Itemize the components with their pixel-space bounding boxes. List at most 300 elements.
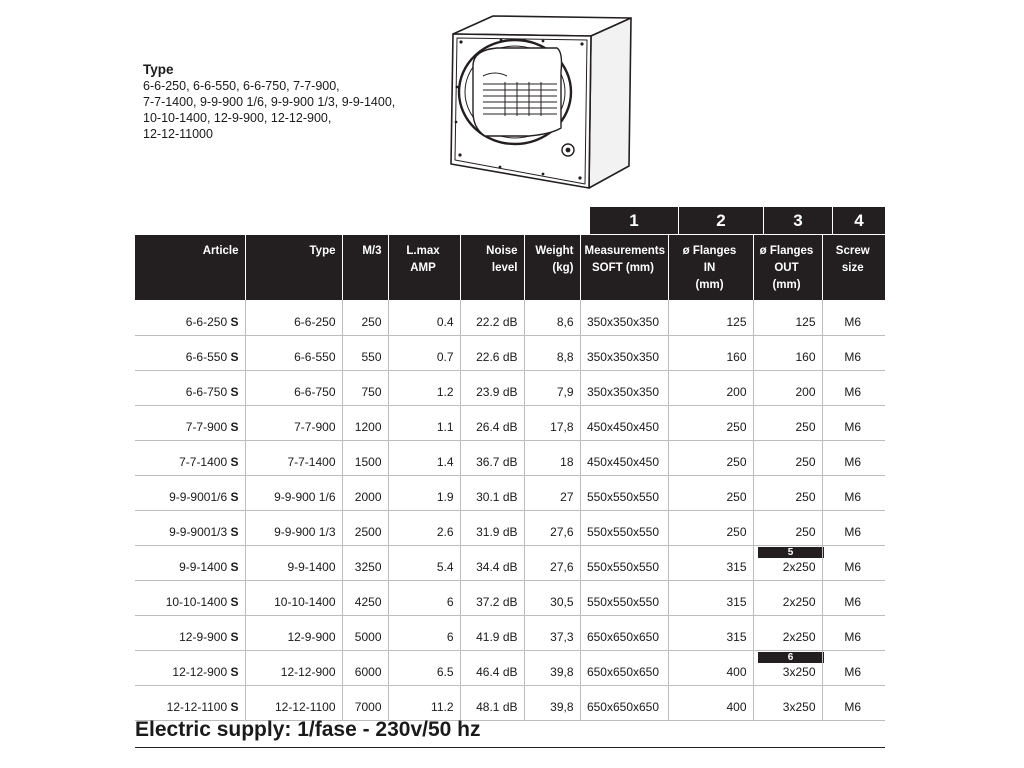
type-cell bbox=[245, 335, 342, 370]
footer-divider bbox=[135, 747, 885, 748]
article-suffix: S bbox=[230, 559, 239, 574]
type-cell-value: 9-9-900 1/6 bbox=[274, 489, 336, 504]
type-cell bbox=[245, 405, 342, 440]
m3-cell bbox=[342, 545, 388, 580]
type-cell-value: 12-12-1100 bbox=[275, 699, 336, 714]
article-cell bbox=[135, 475, 245, 510]
weight-cell bbox=[524, 405, 580, 440]
amp-cell bbox=[388, 440, 460, 475]
article-cell-value: 6-6-750 bbox=[185, 384, 228, 399]
flange-in-cell-value: 250 bbox=[726, 419, 747, 434]
flange-in-cell bbox=[668, 615, 753, 650]
screw-cell bbox=[822, 335, 885, 370]
screw-cell-value: M6 bbox=[844, 524, 862, 539]
flange-in-cell-value: 250 bbox=[726, 524, 747, 539]
article-suffix: S bbox=[230, 629, 239, 644]
specification-table bbox=[135, 235, 885, 721]
column-header-line: (mm) bbox=[695, 279, 724, 291]
type-cell-value: 6-6-750 bbox=[294, 384, 336, 399]
article-cell-value: 9-9-1400 bbox=[179, 559, 228, 574]
weight-cell-value: 27 bbox=[560, 489, 574, 504]
weight-cell bbox=[524, 580, 580, 615]
article-suffix: S bbox=[230, 524, 239, 539]
flange-in-cell bbox=[668, 685, 753, 720]
column-header bbox=[822, 235, 885, 300]
m3-cell bbox=[342, 440, 388, 475]
table-row bbox=[135, 475, 885, 510]
m3-cell-value: 1500 bbox=[354, 454, 382, 469]
article-cell bbox=[135, 300, 245, 335]
m3-cell bbox=[342, 580, 388, 615]
noise-cell bbox=[460, 335, 524, 370]
m3-cell-value: 6000 bbox=[354, 664, 382, 679]
type-cell bbox=[245, 475, 342, 510]
article-cell bbox=[135, 685, 245, 720]
flange-in-cell-value: 315 bbox=[726, 629, 747, 644]
type-cell bbox=[245, 370, 342, 405]
article-cell-value: 12-9-900 bbox=[179, 629, 228, 644]
noise-cell bbox=[460, 510, 524, 545]
noise-cell-value: 26.4 dB bbox=[476, 419, 518, 434]
article-suffix: S bbox=[230, 349, 239, 364]
column-number: 1 bbox=[590, 207, 678, 234]
table-body bbox=[135, 300, 885, 720]
table-header-row bbox=[135, 235, 885, 300]
noise-cell-value: 23.9 dB bbox=[476, 384, 518, 399]
article-cell-value: 10-10-1400 bbox=[165, 594, 228, 609]
weight-cell-value: 27,6 bbox=[550, 524, 574, 539]
article-suffix: S bbox=[230, 314, 239, 329]
flange-in-cell-value: 315 bbox=[726, 594, 747, 609]
table-row bbox=[135, 510, 885, 545]
noise-cell bbox=[460, 475, 524, 510]
type-cell-value: 9-9-900 1/3 bbox=[274, 524, 336, 539]
screw-cell-value: M6 bbox=[844, 629, 862, 644]
weight-cell bbox=[524, 475, 580, 510]
m3-cell-value: 750 bbox=[361, 384, 382, 399]
flange-out-cell-value: 250 bbox=[795, 524, 816, 539]
article-cell-value: 9-9-9001/3 bbox=[169, 524, 228, 539]
amp-cell-value: 1.2 bbox=[436, 384, 454, 399]
column-header bbox=[245, 235, 342, 300]
type-list-block bbox=[143, 62, 443, 142]
type-cell-value: 12-12-900 bbox=[280, 664, 336, 679]
screw-cell-value: M6 bbox=[844, 384, 862, 399]
noise-cell-value: 31.9 dB bbox=[476, 524, 518, 539]
table-row bbox=[135, 335, 885, 370]
flange-in-cell bbox=[668, 580, 753, 615]
column-number: 4 bbox=[833, 207, 885, 234]
m3-cell bbox=[342, 615, 388, 650]
flange-out-cell-value: 250 bbox=[795, 489, 816, 504]
article-suffix: S bbox=[230, 384, 239, 399]
column-header-line: (kg) bbox=[552, 262, 574, 274]
amp-cell-value: 1.4 bbox=[436, 454, 454, 469]
m3-cell bbox=[342, 300, 388, 335]
flange-in-cell-value: 400 bbox=[726, 699, 747, 714]
amp-cell-value: 6.5 bbox=[436, 664, 454, 679]
column-header-line: Noise bbox=[486, 245, 518, 257]
screw-cell bbox=[822, 370, 885, 405]
weight-cell bbox=[524, 300, 580, 335]
column-header bbox=[342, 235, 388, 300]
weight-cell-value: 8,6 bbox=[556, 314, 574, 329]
type-cell-value: 12-9-900 bbox=[287, 629, 336, 644]
noise-cell bbox=[460, 545, 524, 580]
article-cell-value: 12-12-900 bbox=[172, 664, 228, 679]
type-cell bbox=[245, 580, 342, 615]
measurement-cell bbox=[580, 615, 668, 650]
column-header-line: Type bbox=[309, 245, 336, 257]
column-header-line: M/3 bbox=[362, 245, 382, 257]
flange-out-cell bbox=[753, 405, 822, 440]
flange-in-cell-value: 125 bbox=[726, 314, 747, 329]
screw-cell-value: M6 bbox=[844, 489, 862, 504]
column-header-line: IN bbox=[703, 262, 716, 274]
measurement-cell-value: 550x550x550 bbox=[586, 489, 660, 504]
noise-cell-value: 41.9 dB bbox=[476, 629, 518, 644]
flange-in-cell bbox=[668, 545, 753, 580]
article-cell-value: 6-6-250 bbox=[185, 314, 228, 329]
flange-in-cell-value: 400 bbox=[726, 664, 747, 679]
noise-cell-value: 22.2 dB bbox=[476, 314, 518, 329]
note-badge: 6 bbox=[758, 652, 824, 663]
noise-cell-value: 22.6 dB bbox=[476, 349, 518, 364]
amp-cell bbox=[388, 615, 460, 650]
type-line: 6-6-250, 6-6-550, 6-6-750, 7-7-900, bbox=[143, 79, 340, 93]
noise-cell-value: 36.7 dB bbox=[476, 454, 518, 469]
column-number-header bbox=[590, 207, 885, 234]
screw-cell bbox=[822, 405, 885, 440]
measurement-cell bbox=[580, 440, 668, 475]
m3-cell bbox=[342, 335, 388, 370]
screw-cell-value: M6 bbox=[844, 349, 862, 364]
table-row bbox=[135, 650, 885, 685]
flange-out-cell-value: 200 bbox=[795, 384, 816, 399]
measurement-cell-value: 350x350x350 bbox=[586, 384, 660, 399]
note-badge: 5 bbox=[758, 547, 824, 558]
flange-in-cell-value: 200 bbox=[726, 384, 747, 399]
table-row bbox=[135, 440, 885, 475]
column-header bbox=[668, 235, 753, 300]
column-header-line: Weight bbox=[535, 245, 574, 257]
flange-out-cell-value: 2x250 bbox=[782, 594, 816, 609]
column-header-line: Article bbox=[202, 245, 239, 257]
measurement-cell bbox=[580, 650, 668, 685]
measurement-cell-value: 350x350x350 bbox=[586, 349, 660, 364]
column-header-line: SOFT (mm) bbox=[592, 262, 654, 274]
column-header-line: size bbox=[841, 262, 864, 274]
m3-cell bbox=[342, 475, 388, 510]
weight-cell bbox=[524, 335, 580, 370]
measurement-cell bbox=[580, 335, 668, 370]
screw-cell bbox=[822, 510, 885, 545]
article-suffix: S bbox=[230, 699, 239, 714]
column-header-line: ø Flanges bbox=[682, 245, 737, 257]
column-header-line: AMP bbox=[410, 262, 436, 274]
m3-cell-value: 3250 bbox=[354, 559, 382, 574]
column-header-line: L.max bbox=[406, 245, 440, 257]
type-line: 7-7-1400, 9-9-900 1/6, 9-9-900 1/3, 9-9-1400, bbox=[143, 95, 396, 109]
noise-cell bbox=[460, 300, 524, 335]
column-header-line: Screw bbox=[835, 245, 870, 257]
noise-cell-value: 46.4 dB bbox=[476, 664, 518, 679]
amp-cell-value: 0.4 bbox=[436, 314, 454, 329]
article-cell bbox=[135, 580, 245, 615]
flange-in-cell-value: 315 bbox=[726, 559, 747, 574]
table-row bbox=[135, 685, 885, 720]
column-number: 2 bbox=[679, 207, 763, 234]
column-header bbox=[524, 235, 580, 300]
amp-cell-value: 11.2 bbox=[431, 699, 454, 714]
amp-cell bbox=[388, 335, 460, 370]
column-header-line: Measurements bbox=[584, 245, 666, 257]
measurement-cell bbox=[580, 405, 668, 440]
amp-cell bbox=[388, 545, 460, 580]
screw-cell-value: M6 bbox=[844, 699, 862, 714]
table-row bbox=[135, 615, 885, 650]
screw-cell bbox=[822, 440, 885, 475]
screw-cell bbox=[822, 650, 885, 685]
weight-cell bbox=[524, 440, 580, 475]
article-suffix: S bbox=[230, 664, 239, 679]
article-cell bbox=[135, 370, 245, 405]
screw-cell bbox=[822, 475, 885, 510]
flange-in-cell bbox=[668, 335, 753, 370]
article-cell-value: 7-7-1400 bbox=[179, 454, 228, 469]
noise-cell bbox=[460, 580, 524, 615]
column-header bbox=[135, 235, 245, 300]
column-header bbox=[388, 235, 460, 300]
type-cell bbox=[245, 545, 342, 580]
amp-cell bbox=[388, 580, 460, 615]
article-cell-value: 9-9-9001/6 bbox=[169, 489, 228, 504]
flange-out-cell bbox=[753, 300, 822, 335]
flange-out-cell-value: 250 bbox=[795, 419, 816, 434]
flange-out-cell-value: 125 bbox=[795, 314, 816, 329]
amp-cell-value: 6 bbox=[446, 594, 454, 609]
measurement-cell bbox=[580, 475, 668, 510]
type-cell-value: 6-6-550 bbox=[294, 349, 336, 364]
flange-in-cell-value: 160 bbox=[726, 349, 747, 364]
flange-out-cell bbox=[753, 685, 822, 720]
flange-out-cell-value: 160 bbox=[795, 349, 816, 364]
weight-cell-value: 39,8 bbox=[550, 664, 574, 679]
flange-out-cell-value: 2x250 bbox=[782, 629, 816, 644]
amp-cell bbox=[388, 475, 460, 510]
article-cell bbox=[135, 650, 245, 685]
screw-cell-value: M6 bbox=[844, 314, 862, 329]
amp-cell bbox=[388, 370, 460, 405]
type-cell-value: 9-9-1400 bbox=[287, 559, 336, 574]
noise-cell bbox=[460, 370, 524, 405]
measurement-cell-value: 550x550x550 bbox=[586, 524, 660, 539]
type-line: 12-12-11000 bbox=[143, 127, 213, 141]
weight-cell bbox=[524, 615, 580, 650]
electric-supply-note: Electric supply: 1/fase - 230v/50 hz bbox=[135, 718, 481, 741]
m3-cell-value: 250 bbox=[361, 314, 382, 329]
column-header-line: OUT bbox=[774, 262, 799, 274]
table-row bbox=[135, 580, 885, 615]
screw-cell bbox=[822, 545, 885, 580]
amp-cell-value: 1.1 bbox=[436, 419, 454, 434]
type-title: Type bbox=[143, 62, 174, 77]
weight-cell bbox=[524, 650, 580, 685]
screw-cell bbox=[822, 300, 885, 335]
m3-cell-value: 2000 bbox=[354, 489, 382, 504]
weight-cell-value: 7,9 bbox=[556, 384, 574, 399]
measurement-cell-value: 550x550x550 bbox=[586, 559, 660, 574]
amp-cell bbox=[388, 405, 460, 440]
fan-box-icon bbox=[445, 12, 635, 194]
type-cell-value: 7-7-900 bbox=[294, 419, 336, 434]
amp-cell bbox=[388, 650, 460, 685]
noise-cell bbox=[460, 615, 524, 650]
m3-cell bbox=[342, 405, 388, 440]
measurement-cell bbox=[580, 300, 668, 335]
article-cell bbox=[135, 405, 245, 440]
m3-cell-value: 4250 bbox=[354, 594, 382, 609]
article-cell bbox=[135, 615, 245, 650]
measurement-cell bbox=[580, 370, 668, 405]
measurement-cell-value: 450x450x450 bbox=[586, 419, 660, 434]
measurement-cell-value: 350x350x350 bbox=[586, 314, 660, 329]
type-cell-value: 7-7-1400 bbox=[287, 454, 336, 469]
amp-cell-value: 2.6 bbox=[436, 524, 454, 539]
noise-cell-value: 48.1 dB bbox=[476, 699, 518, 714]
noise-cell-value: 37.2 dB bbox=[476, 594, 518, 609]
table-row bbox=[135, 300, 885, 335]
amp-cell-value: 1.9 bbox=[436, 489, 454, 504]
weight-cell-value: 18 bbox=[560, 454, 574, 469]
m3-cell bbox=[342, 650, 388, 685]
noise-cell bbox=[460, 405, 524, 440]
weight-cell-value: 17,8 bbox=[550, 419, 574, 434]
measurement-cell bbox=[580, 545, 668, 580]
flange-in-cell bbox=[668, 475, 753, 510]
flange-in-cell bbox=[668, 405, 753, 440]
screw-cell bbox=[822, 615, 885, 650]
weight-cell-value: 37,3 bbox=[550, 629, 574, 644]
article-cell bbox=[135, 545, 245, 580]
m3-cell bbox=[342, 510, 388, 545]
measurement-cell-value: 550x550x550 bbox=[586, 594, 660, 609]
screw-cell-value: M6 bbox=[844, 594, 862, 609]
column-header-line: ø Flanges bbox=[759, 245, 814, 257]
table-row bbox=[135, 370, 885, 405]
column-header bbox=[460, 235, 524, 300]
measurement-cell bbox=[580, 580, 668, 615]
measurement-cell-value: 650x650x650 bbox=[586, 629, 660, 644]
table-row bbox=[135, 545, 885, 580]
weight-cell bbox=[524, 510, 580, 545]
m3-cell bbox=[342, 370, 388, 405]
table-row bbox=[135, 405, 885, 440]
screw-cell-value: M6 bbox=[844, 664, 862, 679]
flange-out-cell bbox=[753, 510, 822, 545]
measurement-cell bbox=[580, 685, 668, 720]
weight-cell bbox=[524, 545, 580, 580]
amp-cell bbox=[388, 300, 460, 335]
article-cell-value: 12-12-1100 bbox=[166, 699, 228, 714]
column-header-line: (mm) bbox=[772, 279, 801, 291]
flange-out-cell bbox=[753, 580, 822, 615]
article-cell bbox=[135, 335, 245, 370]
amp-cell bbox=[388, 685, 460, 720]
type-cell bbox=[245, 685, 342, 720]
article-cell-value: 7-7-900 bbox=[185, 419, 228, 434]
flange-out-cell-value: 250 bbox=[795, 454, 816, 469]
column-header-line: level bbox=[491, 262, 518, 274]
screw-cell-value: M6 bbox=[844, 419, 862, 434]
flange-in-cell bbox=[668, 370, 753, 405]
type-cell-value: 10-10-1400 bbox=[274, 594, 336, 609]
type-list bbox=[143, 78, 443, 142]
flange-in-cell-value: 250 bbox=[726, 454, 747, 469]
column-header bbox=[753, 235, 822, 300]
amp-cell bbox=[388, 510, 460, 545]
noise-cell-value: 34.4 dB bbox=[476, 559, 518, 574]
noise-cell-value: 30.1 dB bbox=[476, 489, 518, 504]
screw-cell-value: M6 bbox=[844, 559, 862, 574]
m3-cell-value: 5000 bbox=[354, 629, 382, 644]
screw-cell bbox=[822, 685, 885, 720]
noise-cell bbox=[460, 650, 524, 685]
measurement-cell bbox=[580, 510, 668, 545]
flange-out-cell bbox=[753, 440, 822, 475]
measurement-cell-value: 650x650x650 bbox=[586, 699, 660, 714]
column-number: 3 bbox=[764, 207, 832, 234]
flange-in-cell bbox=[668, 440, 753, 475]
flange-out-cell bbox=[753, 370, 822, 405]
article-suffix: S bbox=[230, 419, 239, 434]
weight-cell-value: 8,8 bbox=[556, 349, 574, 364]
type-cell bbox=[245, 650, 342, 685]
amp-cell-value: 0.7 bbox=[436, 349, 454, 364]
article-cell bbox=[135, 510, 245, 545]
flange-out-cell bbox=[753, 545, 822, 580]
article-cell bbox=[135, 440, 245, 475]
measurement-cell-value: 650x650x650 bbox=[586, 664, 660, 679]
article-cell-value: 6-6-550 bbox=[185, 349, 228, 364]
flange-out-cell bbox=[753, 475, 822, 510]
weight-cell bbox=[524, 685, 580, 720]
amp-cell-value: 5.4 bbox=[436, 559, 454, 574]
weight-cell bbox=[524, 370, 580, 405]
weight-cell-value: 27,6 bbox=[550, 559, 574, 574]
noise-cell bbox=[460, 440, 524, 475]
article-suffix: S bbox=[230, 594, 239, 609]
m3-cell-value: 1200 bbox=[354, 419, 382, 434]
measurement-cell-value: 450x450x450 bbox=[586, 454, 660, 469]
screw-cell bbox=[822, 580, 885, 615]
type-cell bbox=[245, 615, 342, 650]
flange-out-cell-value: 3x250 bbox=[782, 664, 816, 679]
flange-out-cell bbox=[753, 615, 822, 650]
weight-cell-value: 30,5 bbox=[550, 594, 574, 609]
flange-in-cell bbox=[668, 650, 753, 685]
flange-in-cell bbox=[668, 300, 753, 335]
flange-out-cell-value: 2x250 bbox=[782, 559, 816, 574]
m3-cell-value: 2500 bbox=[354, 524, 382, 539]
flange-out-cell bbox=[753, 650, 822, 685]
flange-out-cell-value: 3x250 bbox=[782, 699, 816, 714]
flange-in-cell-value: 250 bbox=[726, 489, 747, 504]
type-cell-value: 6-6-250 bbox=[294, 314, 336, 329]
screw-cell-value: M6 bbox=[844, 454, 862, 469]
article-suffix: S bbox=[230, 489, 239, 504]
noise-cell bbox=[460, 685, 524, 720]
